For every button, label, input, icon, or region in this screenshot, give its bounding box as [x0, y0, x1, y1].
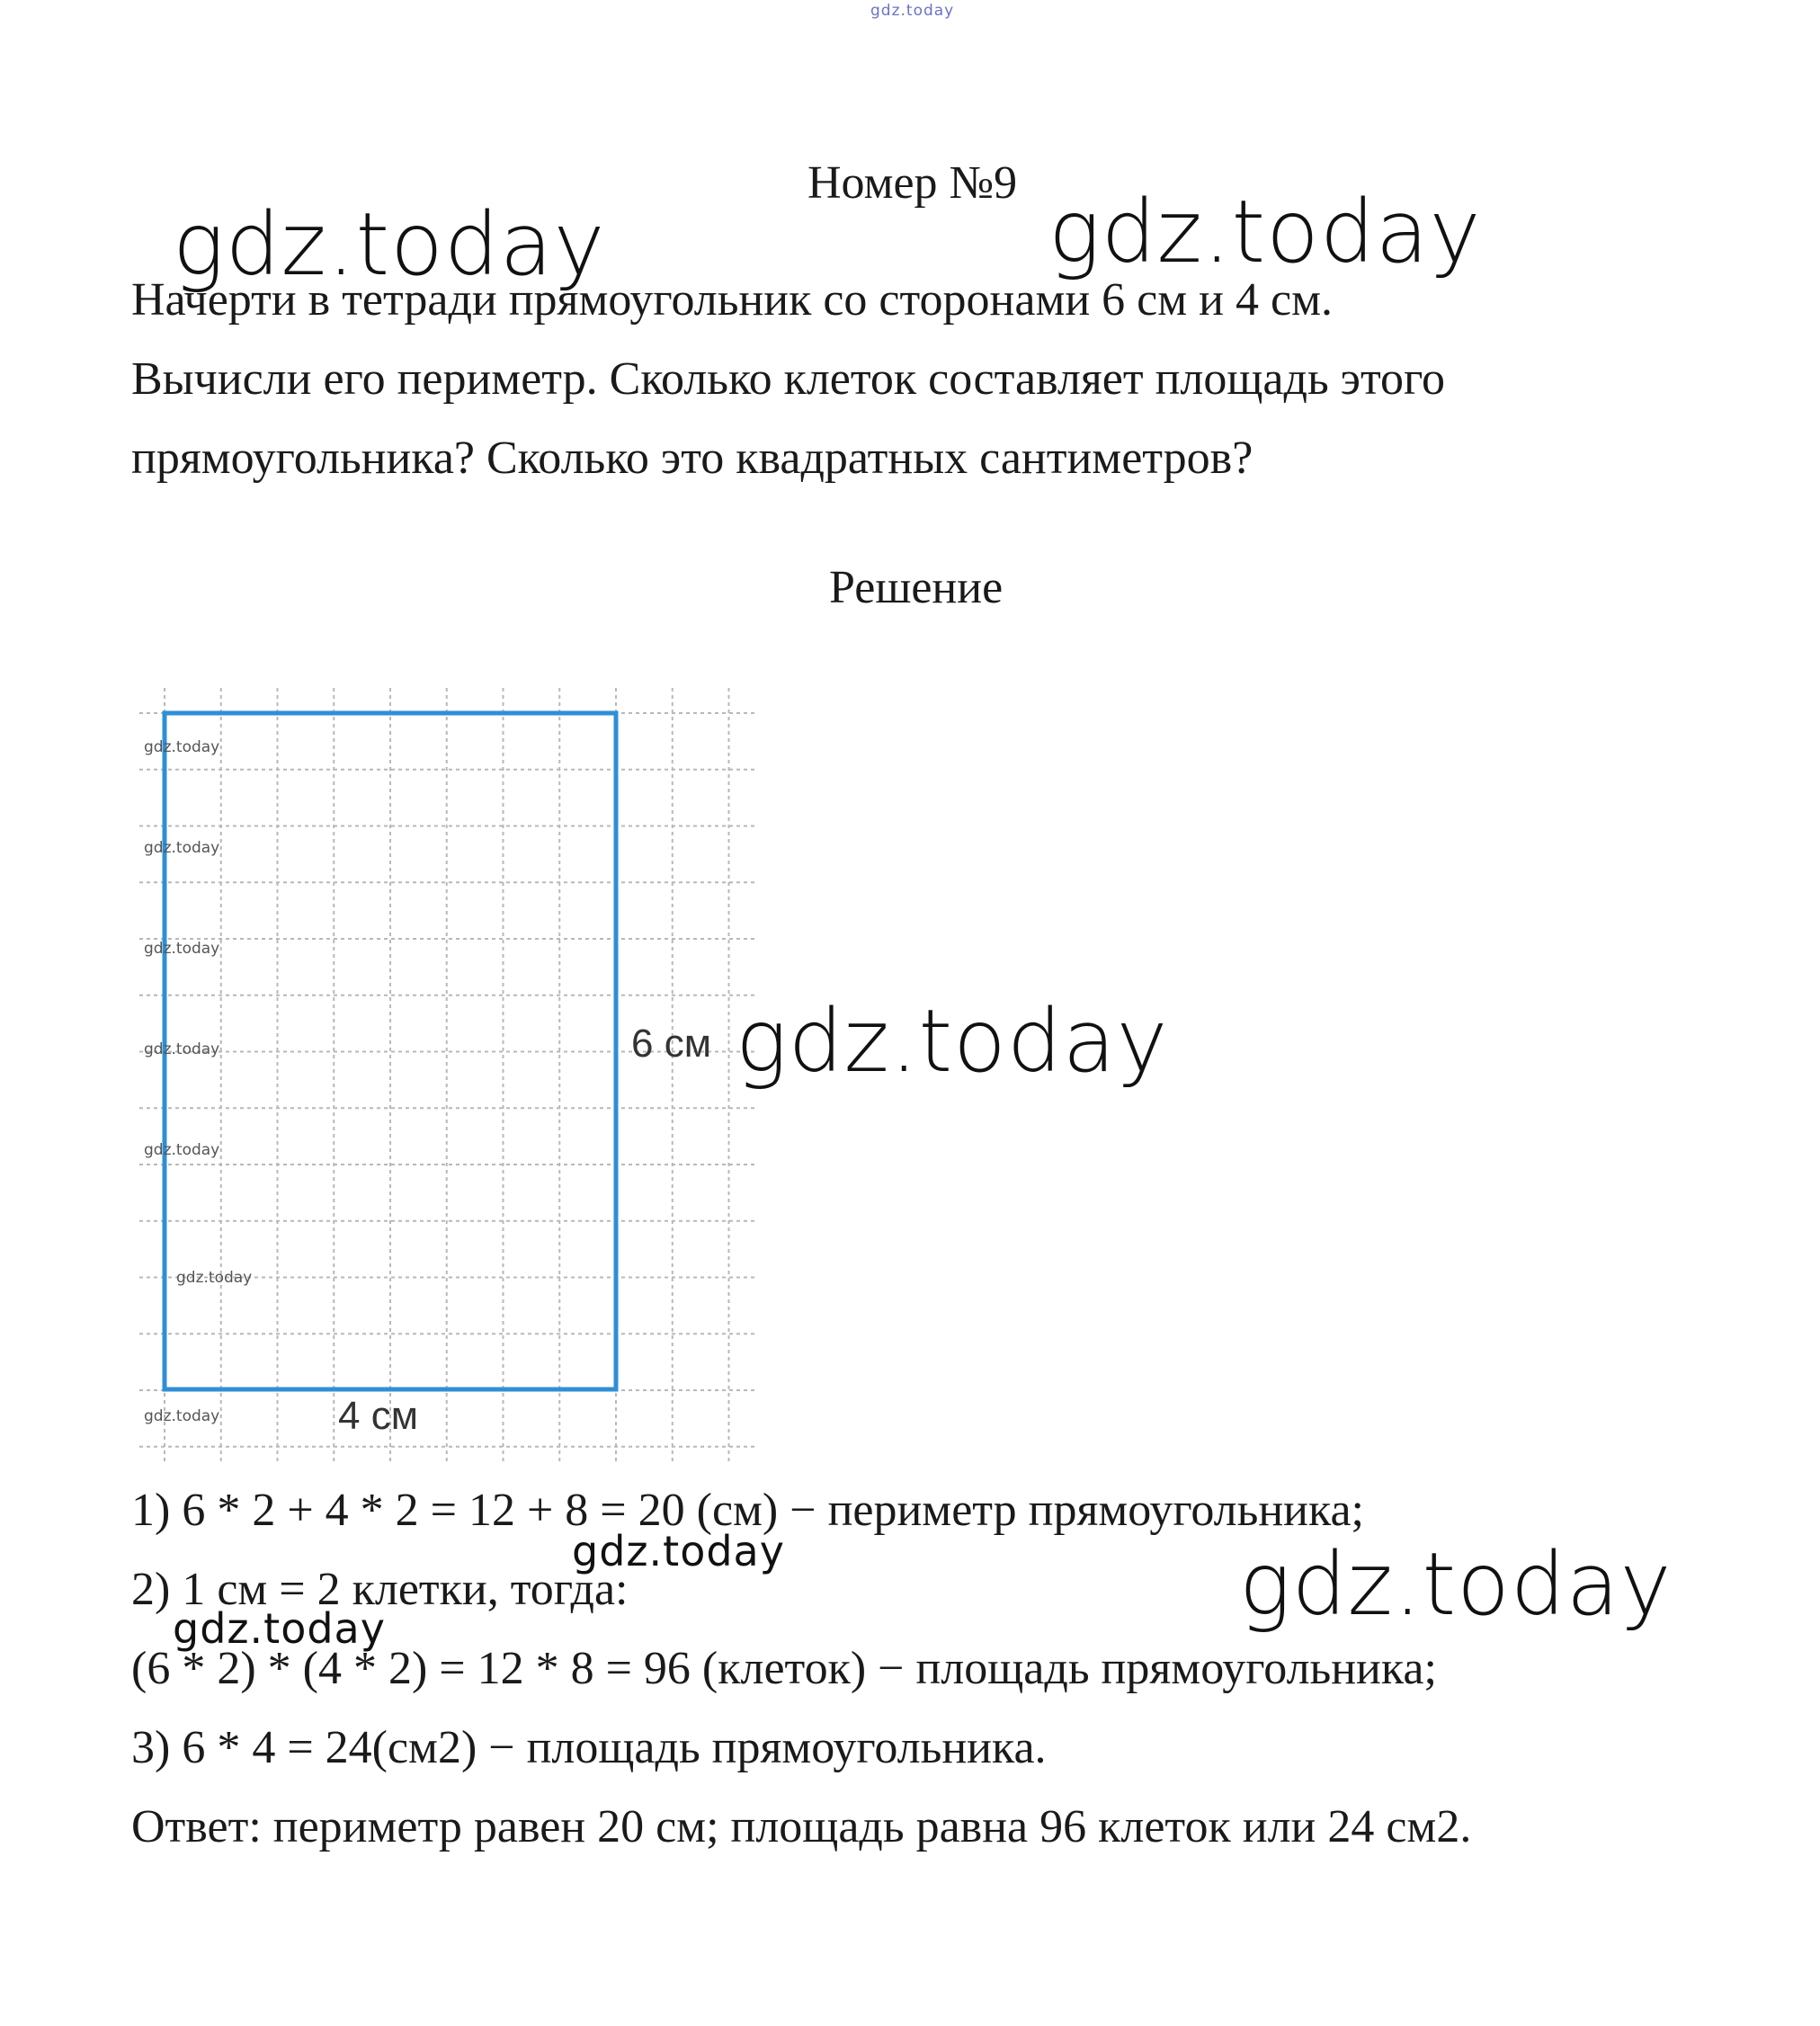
watermark-large: gdz.today [1048, 182, 1482, 282]
solution-text [131, 1471, 1471, 1867]
grid-watermark: gdz.today [144, 1407, 220, 1425]
solution-line: (6 * 2) * (4 * 2) = 12 * 8 = 96 (клеток) − площадь прямоугольника; [131, 1643, 1437, 1694]
problem-text [131, 261, 1445, 498]
grid-watermark: gdz.today [144, 738, 220, 756]
solution-heading: Решение [829, 562, 1004, 613]
grid-lines [139, 688, 755, 1461]
width-label: 4 см [338, 1394, 418, 1438]
top-watermark: gdz.today [870, 2, 955, 20]
grid-watermark: gdz.today [176, 1269, 253, 1287]
solution-line: 1) 6 * 2 + 4 * 2 = 12 + 8 = 20 (см) − периметр прямоугольника; [131, 1485, 1364, 1536]
grid-watermark: gdz.today [144, 839, 220, 857]
grid-watermark: gdz.today [144, 1040, 220, 1058]
problem-line: прямоугольника? Сколько это квадратных сантиметров? [131, 433, 1253, 484]
problem-line: Вычисли его периметр. Сколько клеток составляет площадь этого [131, 353, 1446, 405]
watermark-large: gdz.today [1239, 1534, 1673, 1635]
rectangle-figure [135, 683, 764, 1466]
answer-line: Ответ: периметр равен 20 см; площадь равна 96 клеток или 24 см2. [131, 1801, 1472, 1852]
watermark-large: gdz.today [173, 194, 606, 295]
grid-watermark: gdz.today [144, 940, 220, 958]
height-label: 6 см [631, 1022, 711, 1066]
grid-watermark: gdz.today [144, 1141, 220, 1159]
solution-line: 3) 6 * 4 = 24(см2) − площадь прямоугольника. [131, 1722, 1047, 1773]
watermark-medium: gdz.today [572, 1527, 785, 1575]
problem-line: Начерти в тетради прямоугольник со сторонами 6 см и 4 см. [131, 274, 1333, 326]
watermark-large: gdz.today [736, 991, 1169, 1092]
solution-line: 2) 1 см = 2 клетки, тогда: [131, 1564, 629, 1615]
watermark-medium: gdz.today [173, 1604, 386, 1653]
page-title: Номер №9 [807, 157, 1018, 209]
